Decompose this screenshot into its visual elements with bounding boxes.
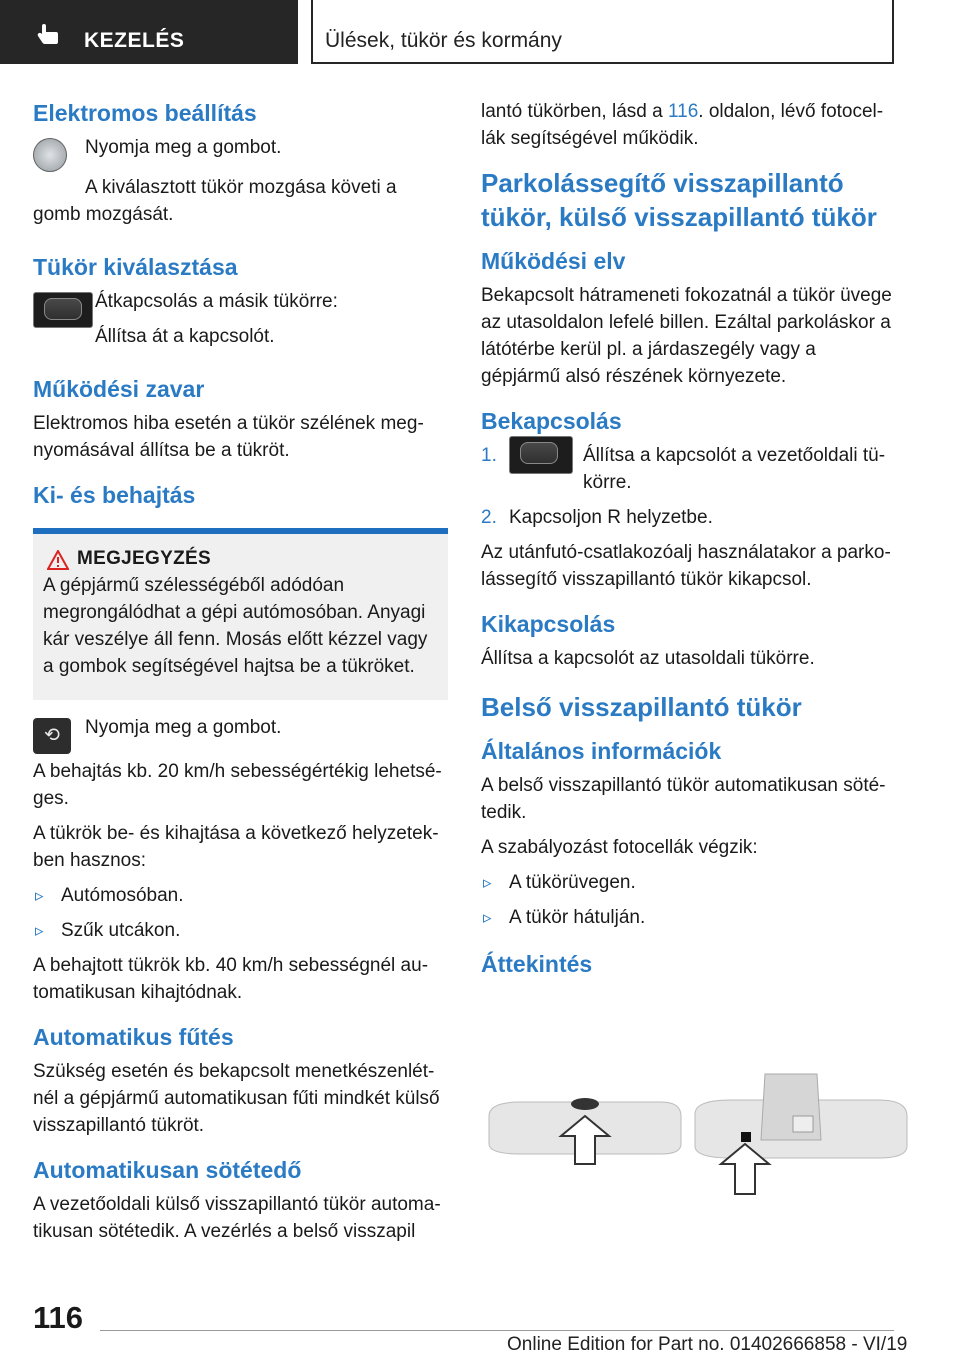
continuation-text [481,98,894,152]
heading-parkolo: Parkolássegítő visszapillantó tükör, külső visszapillantó tükör [481,168,877,232]
tukor-text-1: Átkapcsolás a másik tükörre: [95,291,338,312]
kibe-text-3: A tükrök be- és kihajtása a következő helyzetekben hasznos: [33,823,439,871]
page-link[interactable]: 116 [667,101,699,122]
list-item: ▹ Autómosóban. [33,882,448,909]
heading-attekintes: Áttekintés [481,951,593,977]
footer-edition: Online Edition for Part no. 01402666858 - VI/19 [507,1334,908,1355]
mirror-fold-button-icon: ⟲ [33,718,71,754]
mirror-joystick-icon [33,138,67,172]
list-item: ▹ A tükör hátulján. [481,904,894,931]
continuation-a: lantó tükörben, lásd a [481,101,668,122]
zavar-text: Elektromos hiba esetén a tükör szélének megnyomásával állítsa be a tükröt. [33,413,424,461]
section-tab [0,0,298,64]
step-text: Kapcsoljon R helyzetbe. [509,507,713,528]
right-column [481,98,894,985]
kibe-text-2: A behajtás kb. 20 km/h sebességértékig lehetséges. [33,761,442,809]
heading-belso: Belső visszapillantó tükör [481,692,802,722]
heading-bekapcs: Bekapcsolás [481,408,622,434]
list-item: ▹ Szűk utcákon. [33,917,448,944]
heading-elektromos: Elektromos beállítás [33,100,257,126]
page-number: 116 [33,1300,84,1335]
elektromos-text-2: A kiválasztott tükör mozgása követi a gomb mozgását. [33,177,397,225]
chapter-tab [311,0,894,64]
kikapcs-text: Állítsa a kapcsolót az utasoldali tükörre. [481,648,815,669]
step-number: 2. [481,507,497,528]
heading-tukor: Tükör kiválasztása [33,254,238,280]
mirror-front-view [489,1098,681,1164]
mirror-switch-icon [33,292,93,328]
heading-futes: Automatikus fűtés [33,1024,234,1050]
notice-box [33,534,448,700]
warning-icon [47,550,69,570]
chapter-title: Ülések, tükör és kormány [325,29,562,52]
heading-zavar: Működési zavar [33,376,205,402]
continuation-b: . oldalon, lévő fotocellák segítségével működik. [481,101,884,149]
list-item: ▹ A tükörüvegen. [481,869,894,896]
heading-altalanos: Általános információk [481,738,722,764]
heading-mukodesi: Működési elv [481,248,626,274]
left-column [33,98,448,1253]
mirror-rear-view [695,1074,907,1194]
rearview-mirror-illustration [481,1066,921,1206]
step-item [481,442,894,496]
elektromos-block [33,134,448,174]
heading-sotet: Automatikusan sötétedő [33,1157,302,1183]
section-title: KEZELÉS [84,29,185,52]
mukodesi-text: Bekapcsolt hátrameneti fokozatnál a tükör üvege az utasoldalon lefelé billen. Ezáltal parkoláskor a látótérbe kerül pl. a járdaszegély vagy a gépjármű alsó részének környezete. [481,285,892,387]
notice-title: MEGJEGYZÉS [77,548,211,569]
futes-text: Szükség esetén és bekapcsolt menetkészenlétnél a gépjármű automatikusan fűti mindkét külső visszapillantó tükröt. [33,1061,440,1136]
step-text: Állítsa a kapcsolót a vezetőoldali tükörre. [583,445,886,493]
mirror-switch-icon [509,436,573,474]
bekapcs-text: Az utánfutó-csatlakozóalj használatakor a parkolássegítő visszapillantó tükör kikapcsol. [481,542,891,590]
heading-kikapcs: Kikapcsolás [481,611,616,637]
hand-icon [36,22,60,46]
notice-text: A gépjármű szélességéből adódóan megrongálódhat a gépi autómosóban. Anyagi kár veszélye áll fenn. Mosás előtt kézzel vagy a gombok segítségével hajtsa be a tükröket. [43,575,428,677]
step-number: 1. [481,445,497,466]
heading-kibe: Ki- és behajtás [33,482,196,508]
kibe-text-4: A behajtott tükrök kb. 40 km/h sebességnél automatikusan kihajtódnak. [33,955,429,1003]
alt-text-1: A belső visszapillantó tükör automatikusan sötétedik. [481,775,886,823]
kibe-text-1: Nyomja meg a gombot. [85,717,282,738]
tukor-block [33,288,448,350]
tukor-text-2: Állítsa át a kapcsolót. [95,326,275,347]
sotet-text: A vezetőoldali külső visszapillantó tükör automatikusan sötétedik. A vezérlés a belső visszapil [33,1194,441,1242]
fold-block [33,714,448,758]
elektromos-text-1: Nyomja meg a gombot. [85,137,282,158]
footer-divider [100,1330,894,1331]
step-item [481,504,894,531]
notice-heading [43,548,448,570]
alt-text-2: A szabályozást fotocellák végzik: [481,837,758,858]
